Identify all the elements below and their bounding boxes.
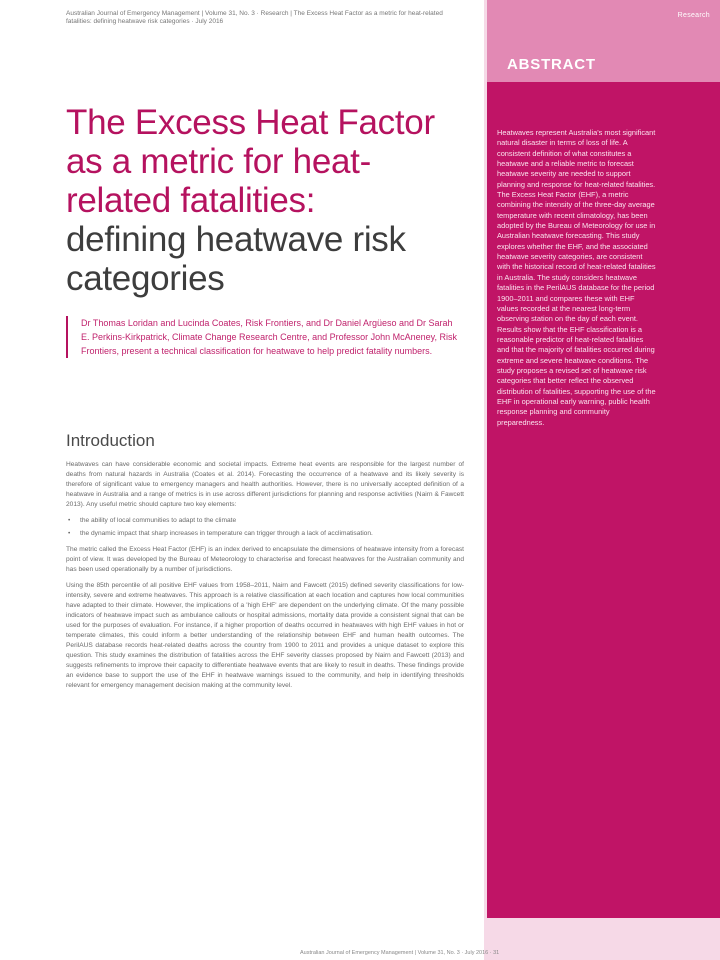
journal-header-reference: Australian Journal of Emergency Management | Volume 31, No. 3 · Research | The Excess Heat Factor as a metric for heat-related fatalities: defining heatwave risk categories · July 2016 [66,10,443,25]
author-byline: Dr Thomas Loridan and Lucinda Coates, Risk Frontiers, and Dr Daniel Argüeso and Dr Sarah E. Perkins-Kirkpatrick, Climate Change Research Centre, and Professor John McAneney, Risk Frontiers, present a technical classification for heatwave to help predict fatality numbers. [66,316,461,358]
bullet-list [66,516,464,539]
abstract-heading: ABSTRACT [507,56,596,73]
research-category-label: Research [677,12,710,19]
page-footer: Australian Journal of Emergency Management | Volume 31, No. 3 · July 2016 · 31 [300,950,500,956]
article-title-accent: The Excess Heat Factor as a metric for heat-related fatalities: [66,103,435,220]
article-title [66,103,456,298]
body-paragraph: The metric called the Excess Heat Factor (EHF) is an index derived to encapsulate the dimensions of heatwave intensity from a forecast point of view. It was developed by the Bureau of Meteorology to characterise and forecast heatwaves for the Australian community and has been used operationally by a number of jurisdictions. [66,546,464,573]
body-paragraph: Using the 85th percentile of all positive EHF values from 1958–2011, Nairn and Fawcett (2015) defined severity classifications for low-intensity, severe and extreme heatwaves. This approach is a relative classification at each location and captures how local communities have adapted to their climate. However, the implications of a 'high EHF' are dependent on the underlying climate. Of the many possible indicators of heatwave impact such as ambulance callouts or hospital admissions, mortality data provide a consistent signal that can be used for the purposes of evaluation. For instance, if a higher proportion of deaths occurred in heatwaves with high EHF values in hot or temperate climates, this could inform a better understanding of the relationship between EHF and human health outcomes. The PerilAUS database records heat-related deaths across the country from 1900 to 2011 and provides a unique dataset to explore this question. This study examines the distribution of fatalities across the EHF severity classes proposed by Nairn and Fawcett (2013) and suggests refinements to improve their capacity to differentiate heatwave events that are likely to result in deaths. These findings provide an evidence base to support the use of the EHF in heatwave warnings issued to the community, and help in identifying thresholds relevant for emergency management decision making at the community level. [66,582,464,689]
abstract-text: Heatwaves represent Australia's most significant natural disaster in terms of loss of life. A consistent definition of what constitutes a heatwave and a reliable metric to forecast heatwave severity are needed to support planning and response for heat-related fatalities. The Excess Heat Factor (EHF), a metric combining the intensity of the three-day average temperature with recent climatology, has been adopted by the Bureau of Meteorology for use in Australian heatwave forecasting. This study explores whether the EHF, and the associated heatwave severity categories, are consistent with the historical record of heat-related fatalities in Australia. The study considers heatwave fatalities in the PerilAUS database for the period 1900–2011 and compares these with EHF values recorded at the nearest long-term observing station on the day of each event. Results show that the EHF classification is a reasonable predictor of heat-related fatalities and that the majority of fatalities occurred during extreme and severe heatwave conditions. The study proposes a revised set of heatwave risk categories that better reflect the observed distribution of fatalities, supporting the use of the EHF in operational early warning, public health response planning and community preparedness. [497,128,656,427]
bullet-item: • the dynamic impact that sharp increases in temperature can trigger through a lack of acclimatisation. [66,529,464,539]
body-paragraph: Heatwaves can have considerable economic and societal impacts. Extreme heat events are responsible for the largest number of deaths from natural hazards in Australia (Coates et al. 2014). Forecasting the occurrence of a heatwave and its likely severity is therefore of significant value to emergency managers and health authorities. However, there is no universally accepted definition of a heatwave in Australia and a range of metrics is in use across different jurisdictions for planning and response activities (Nairn & Fawcett 2013). Any useful metric should capture two key elements: [66,461,464,508]
sidebar-header-band [487,0,720,82]
bullet-item: • the ability of local communities to adapt to the climate [66,516,464,526]
article-body [66,460,464,697]
article-title-dark: defining heatwave risk categories [66,220,406,298]
section-heading-introduction: Introduction [66,431,155,450]
abstract-panel [487,82,720,918]
